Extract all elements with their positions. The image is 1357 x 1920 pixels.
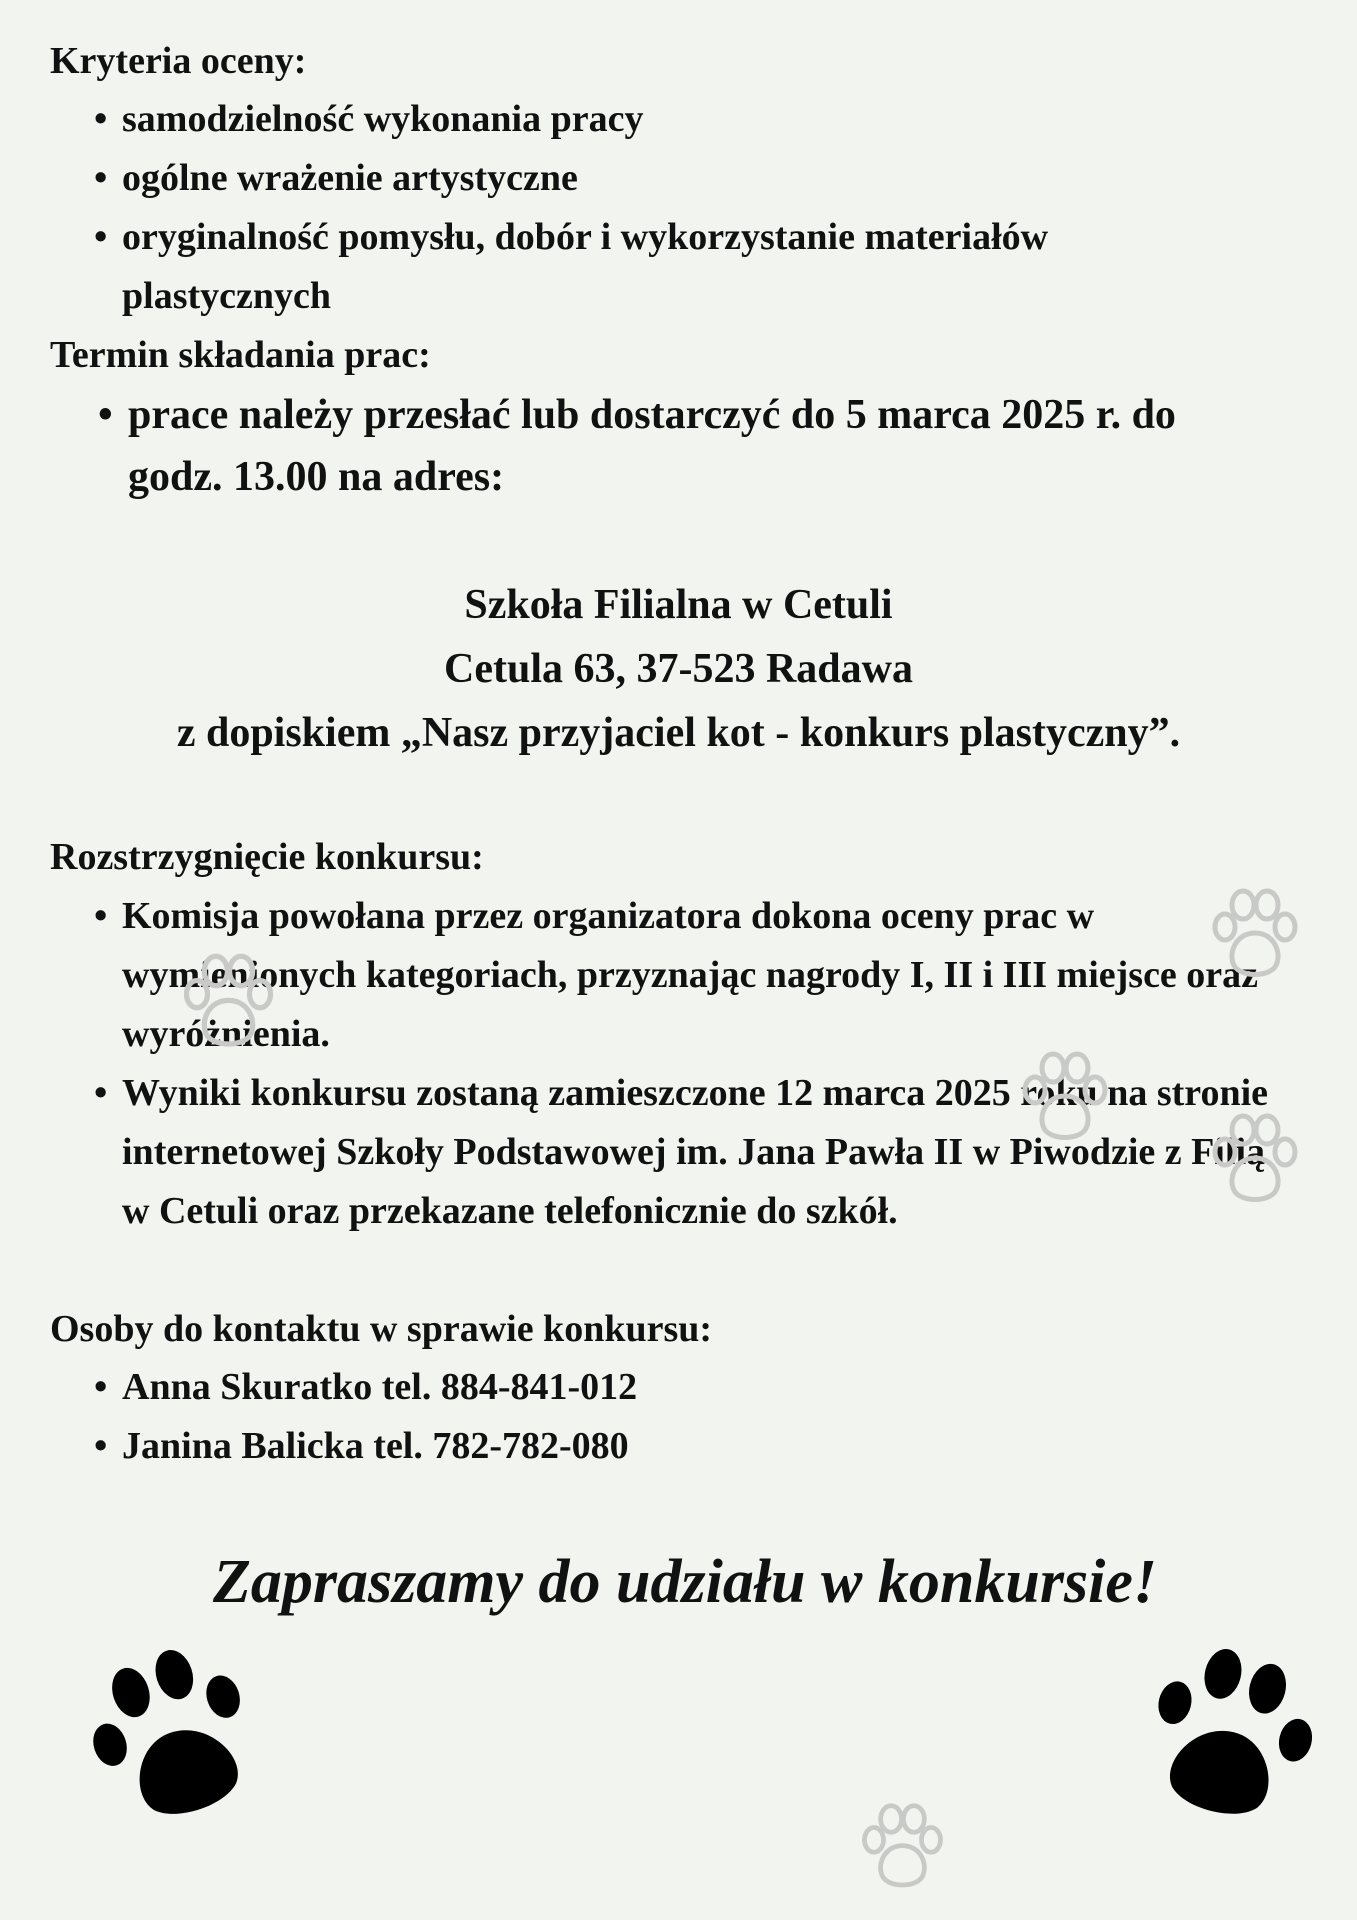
resolution-list	[122, 887, 1302, 1241]
list-item: • Anna Skuratko tel. 884-841-012	[122, 1358, 1022, 1417]
list-item: • Komisja powołana przez organizatora dokona oceny prac w wymienionych kategoriach, przyznając nagrody I, II i III miejsce oraz wyróżnienia.	[122, 887, 1302, 1064]
address-line: z dopiskiem „Nasz przyjaciel kot - konkurs plastyczny”.	[176, 710, 1181, 756]
paw-print-icon	[1205, 1110, 1305, 1210]
list-item: • samodzielność wykonania pracy	[122, 90, 1122, 149]
paw-print-icon	[85, 1645, 265, 1825]
list-item: • Wyniki konkursu zostaną zamieszczone 12 marca 2025 roku na stronie internetowej Szkoły Podstawowej im. Jana Pawła II w Piwodzie z Filią w Cetuli oraz przekazane telefonicznie do szkół.	[122, 1064, 1272, 1241]
invitation-text: Zapraszamy do udziału w konkursie!	[213, 1548, 1157, 1616]
paw-print-icon	[1015, 1048, 1115, 1148]
address-line: Szkoła Filialna w Cetuli	[464, 582, 893, 628]
criteria-list	[122, 90, 1122, 326]
paw-print-icon	[855, 1800, 950, 1895]
address-block	[0, 573, 1357, 765]
resolution-heading: Rozstrzygnięcie konkursu:	[50, 836, 484, 878]
list-item: • Janina Balicka tel. 782-782-080	[122, 1417, 1022, 1476]
list-item: • oryginalność pomysłu, dobór i wykorzystanie materiałów plastycznych	[122, 208, 1122, 326]
deadline-heading: Termin składania prac:	[50, 334, 431, 376]
list-item: • prace należy przesłać lub dostarczyć do 5 marca 2025 r. do godz. 13.00 na adres:	[128, 384, 1258, 508]
paw-print-icon	[1205, 885, 1305, 985]
list-item: • ogólne wrażenie artystyczne	[122, 149, 1122, 208]
deadline-list	[128, 384, 1258, 508]
address-line: Cetula 63, 37-523 Radawa	[444, 646, 913, 692]
contact-heading: Osoby do kontaktu w sprawie konkursu:	[50, 1308, 713, 1350]
paw-print-icon	[176, 950, 281, 1055]
paw-print-icon	[1140, 1645, 1320, 1825]
contact-list	[122, 1358, 1022, 1476]
criteria-heading: Kryteria oceny:	[50, 40, 307, 82]
